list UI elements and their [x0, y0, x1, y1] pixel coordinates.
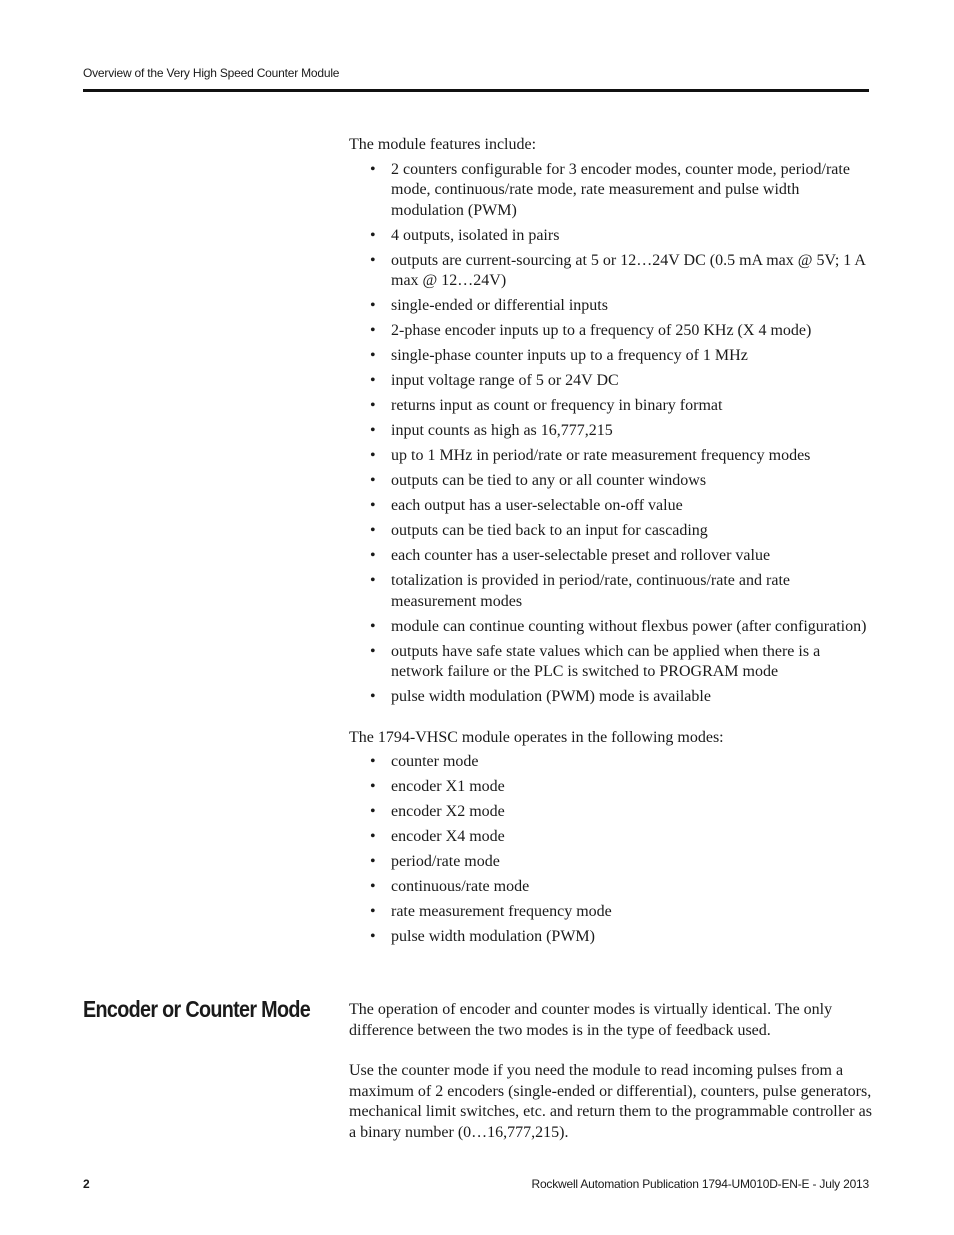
list-item: • encoder X1 mode — [349, 777, 874, 798]
modes-list — [349, 752, 874, 948]
list-item: • 4 outputs, isolated in pairs — [349, 226, 874, 247]
main-content — [349, 135, 874, 952]
list-item: • encoder X2 mode — [349, 802, 874, 823]
list-item: • single-ended or differential inputs — [349, 296, 874, 317]
list-item: • each output has a user-selectable on-off value — [349, 496, 874, 517]
list-item: • encoder X4 mode — [349, 827, 874, 848]
list-item: • rate measurement frequency mode — [349, 902, 874, 923]
list-item: • continuous/rate mode — [349, 877, 874, 898]
list-item: • returns input as count or frequency in binary format — [349, 396, 874, 417]
section-paragraph: Use the counter mode if you need the module to read incoming pulses from a maximum of 2 encoders (single-ended or differential), counters, pulse generators, mechanical limit switches, etc. and return them to the programmable controller as a binary number (0…16,777,215). — [349, 1062, 872, 1141]
list-item: • each counter has a user-selectable preset and rollover value — [349, 546, 874, 567]
list-item: • input voltage range of 5 or 24V DC — [349, 371, 874, 392]
list-item: • outputs can be tied back to an input for cascading — [349, 521, 874, 542]
list-item: • totalization is provided in period/rate, continuous/rate and rate measurement modes — [349, 571, 874, 612]
section-body — [349, 1000, 874, 1163]
page-number: 2 — [83, 1177, 90, 1191]
running-header: Overview of the Very High Speed Counter Module — [83, 66, 340, 80]
list-item: • 2-phase encoder inputs up to a frequency of 250 KHz (X 4 mode) — [349, 321, 874, 342]
section-paragraph: The operation of encoder and counter modes is virtually identical. The only difference between the two modes is in the type of feedback used. — [349, 1001, 833, 1039]
list-item: • module can continue counting without flexbus power (after configuration) — [349, 617, 874, 638]
header-rule — [83, 89, 869, 92]
list-item: • outputs can be tied to any or all counter windows — [349, 471, 874, 492]
list-item: • input counts as high as 16,777,215 — [349, 421, 874, 442]
section-heading: Encoder or Counter Mode — [83, 996, 311, 1022]
list-item: • up to 1 MHz in period/rate or rate measurement frequency modes — [349, 446, 874, 467]
list-item: • single-phase counter inputs up to a frequency of 1 MHz — [349, 346, 874, 367]
list-item: • counter mode — [349, 752, 874, 773]
list-item: • outputs have safe state values which can be applied when there is a network failure or the PLC is switched to PROGRAM mode — [349, 642, 874, 683]
features-list — [349, 160, 874, 708]
list-item: • outputs are current-sourcing at 5 or 12…24V DC (0.5 mA max @ 5V; 1 A max @ 12…24V) — [349, 251, 874, 292]
list-item: • pulse width modulation (PWM) mode is available — [349, 687, 874, 708]
list-item: • 2 counters configurable for 3 encoder modes, counter mode, period/rate mode, continuous/rate mode, rate measurement and pulse width modulation (PWM) — [349, 160, 874, 222]
features-intro: The module features include: — [349, 136, 537, 153]
list-item: • period/rate mode — [349, 852, 874, 873]
publication-info: Rockwell Automation Publication 1794-UM010D-EN-E - July 2013 — [531, 1177, 869, 1191]
modes-intro: The 1794-VHSC module operates in the following modes: — [349, 728, 724, 746]
list-item: • pulse width modulation (PWM) — [349, 927, 874, 948]
